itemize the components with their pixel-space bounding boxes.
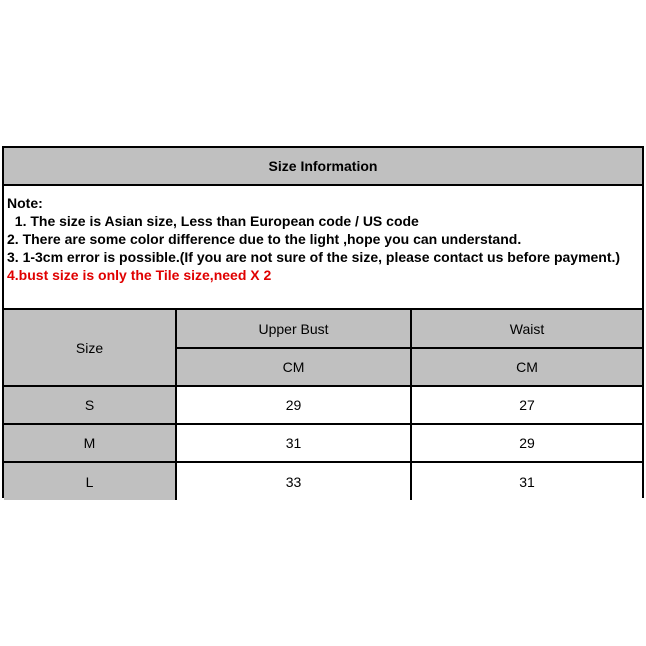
upper-bust-cell: 33 xyxy=(176,462,411,500)
note-block xyxy=(4,186,642,310)
upper-bust-unit: CM xyxy=(176,348,411,386)
size-cell: M xyxy=(4,424,176,462)
table-row xyxy=(4,424,642,462)
note-item-4-highlight: 4.bust size is only the Tile size,need X 2 xyxy=(7,267,272,283)
note-item-3: 3. 1-3cm error is possible.(If you are not sure of the size, please contact us before payment.) xyxy=(7,249,621,265)
waist-cell: 31 xyxy=(411,462,642,500)
note-item-2: 2. There are some color difference due to the light ,hope you can understand. xyxy=(7,231,522,247)
table-header-row xyxy=(4,310,642,348)
table-row xyxy=(4,386,642,424)
waist-cell: 29 xyxy=(411,424,642,462)
size-cell: S xyxy=(4,386,176,424)
waist-unit: CM xyxy=(411,348,642,386)
size-cell: L xyxy=(4,462,176,500)
size-chart xyxy=(2,146,644,498)
chart-title: Size Information xyxy=(4,148,642,186)
size-table xyxy=(4,310,642,500)
upper-bust-cell: 31 xyxy=(176,424,411,462)
note-label: Note: xyxy=(7,195,43,211)
size-column-header: Size xyxy=(4,310,176,386)
upper-bust-cell: 29 xyxy=(176,386,411,424)
note-item-1: 1. The size is Asian size, Less than European code / US code xyxy=(7,213,419,229)
waist-cell: 27 xyxy=(411,386,642,424)
upper-bust-column-header: Upper Bust xyxy=(176,310,411,348)
waist-column-header: Waist xyxy=(411,310,642,348)
table-row xyxy=(4,462,642,500)
